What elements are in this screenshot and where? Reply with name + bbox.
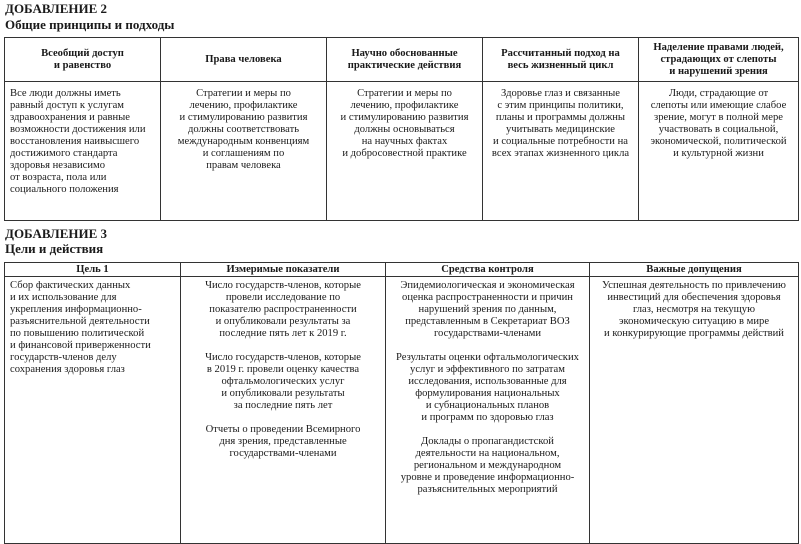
principles-body-row <box>5 82 799 221</box>
principles-cell: Все люди должны иметь равный доступ к услугам здравоохранения и равные возможности достижения или восстановления наивысшего достижимого стандарта здоровья независимо от возраста, пола или социального положения <box>5 82 161 221</box>
assumptions-cell: Успешная деятельность по привлечению инвестиций для обеспечения здоровья глаз, несмотря на текущую экономическую ситуацию в мире и конкурирующие программы действий <box>590 277 799 544</box>
principles-cell: Стратегии и меры по лечению, профилактике и стимулированию развития должны основываться на научных фактах и добросовестной практике <box>327 82 483 221</box>
indicator-paragraph: Отчеты о проведении Всемирного дня зрения, представленные государствами-членами <box>205 424 361 459</box>
goals-header: Средства контроля <box>386 263 590 277</box>
principles-header: Научно обоснованные практические действия <box>327 38 483 82</box>
goals-header-row <box>5 263 799 277</box>
means-paragraph: Эпидемиологическая и экономическая оценка распространенности и причин нарушений зрения по данным, представленным в Секретариат ВОЗ государствами-членами <box>400 280 575 339</box>
goals-body-row <box>5 277 799 544</box>
goals-header: Измеримые показатели <box>181 263 386 277</box>
goals-table <box>4 262 799 544</box>
goals-header: Цель 1 <box>5 263 181 277</box>
means-cell <box>386 277 590 544</box>
means-paragraph: Доклады о пропагандистской деятельности на национальном, региональном и международном уровне и проведение информационно- разъяснительных мероприятий <box>400 436 575 495</box>
appendix3-subtitle: Цели и действия <box>5 241 104 256</box>
indicators-cell <box>181 277 386 544</box>
indicator-paragraph: Число государств-членов, которые в 2019 г. провели оценку качества офтальмологических услуг и опубликовали результаты за последние пять лет <box>205 352 361 411</box>
principles-header: Всеобщий доступ и равенство <box>5 38 161 82</box>
principles-cell: Стратегии и меры по лечению, профилактике и стимулированию развития должны соответствовать международным конвенциям и соглашениям по правам человека <box>161 82 327 221</box>
goal-cell: Сбор фактических данных и их использование для укрепления информационно- разъяснительной деятельности по повышению политической и финансовой приверженности государств-членов делу сохранения здоровья глаз <box>5 277 181 544</box>
indicator-paragraph: Число государств-членов, которые провели исследование по показателю распространенности и опубликовали результаты за последние пять лет к 2019 г. <box>205 280 361 339</box>
principles-header-row <box>5 38 799 82</box>
appendix2-title: ДОБАВЛЕНИЕ 2 <box>5 1 108 16</box>
appendix2-subtitle: Общие принципы и подходы <box>5 17 175 32</box>
principles-header: Рассчитанный подход на весь жизненный цикл <box>483 38 639 82</box>
principles-cell: Люди, страдающие от слепоты или имеющие слабое зрение, могут в полной мере участвовать в социальной, экономической, политической и культурной жизни <box>639 82 799 221</box>
principles-table <box>4 37 799 221</box>
goals-header: Важные допущения <box>590 263 799 277</box>
principles-cell: Здоровье глаз и связанные с этим принципы политики, планы и программы должны учитывать медицинские и социальные потребности на всех этапах жизненного цикла <box>483 82 639 221</box>
principles-header: Наделение правами людей, страдающих от слепоты и нарушений зрения <box>639 38 799 82</box>
appendix3-title: ДОБАВЛЕНИЕ 3 <box>5 226 108 241</box>
principles-header: Права человека <box>161 38 327 82</box>
means-paragraph: Результаты оценки офтальмологических услуг и эффективного по затратам исследования, использованные для формулирования национальных и субнациональных планов и программ по здоровью глаз <box>396 352 579 423</box>
